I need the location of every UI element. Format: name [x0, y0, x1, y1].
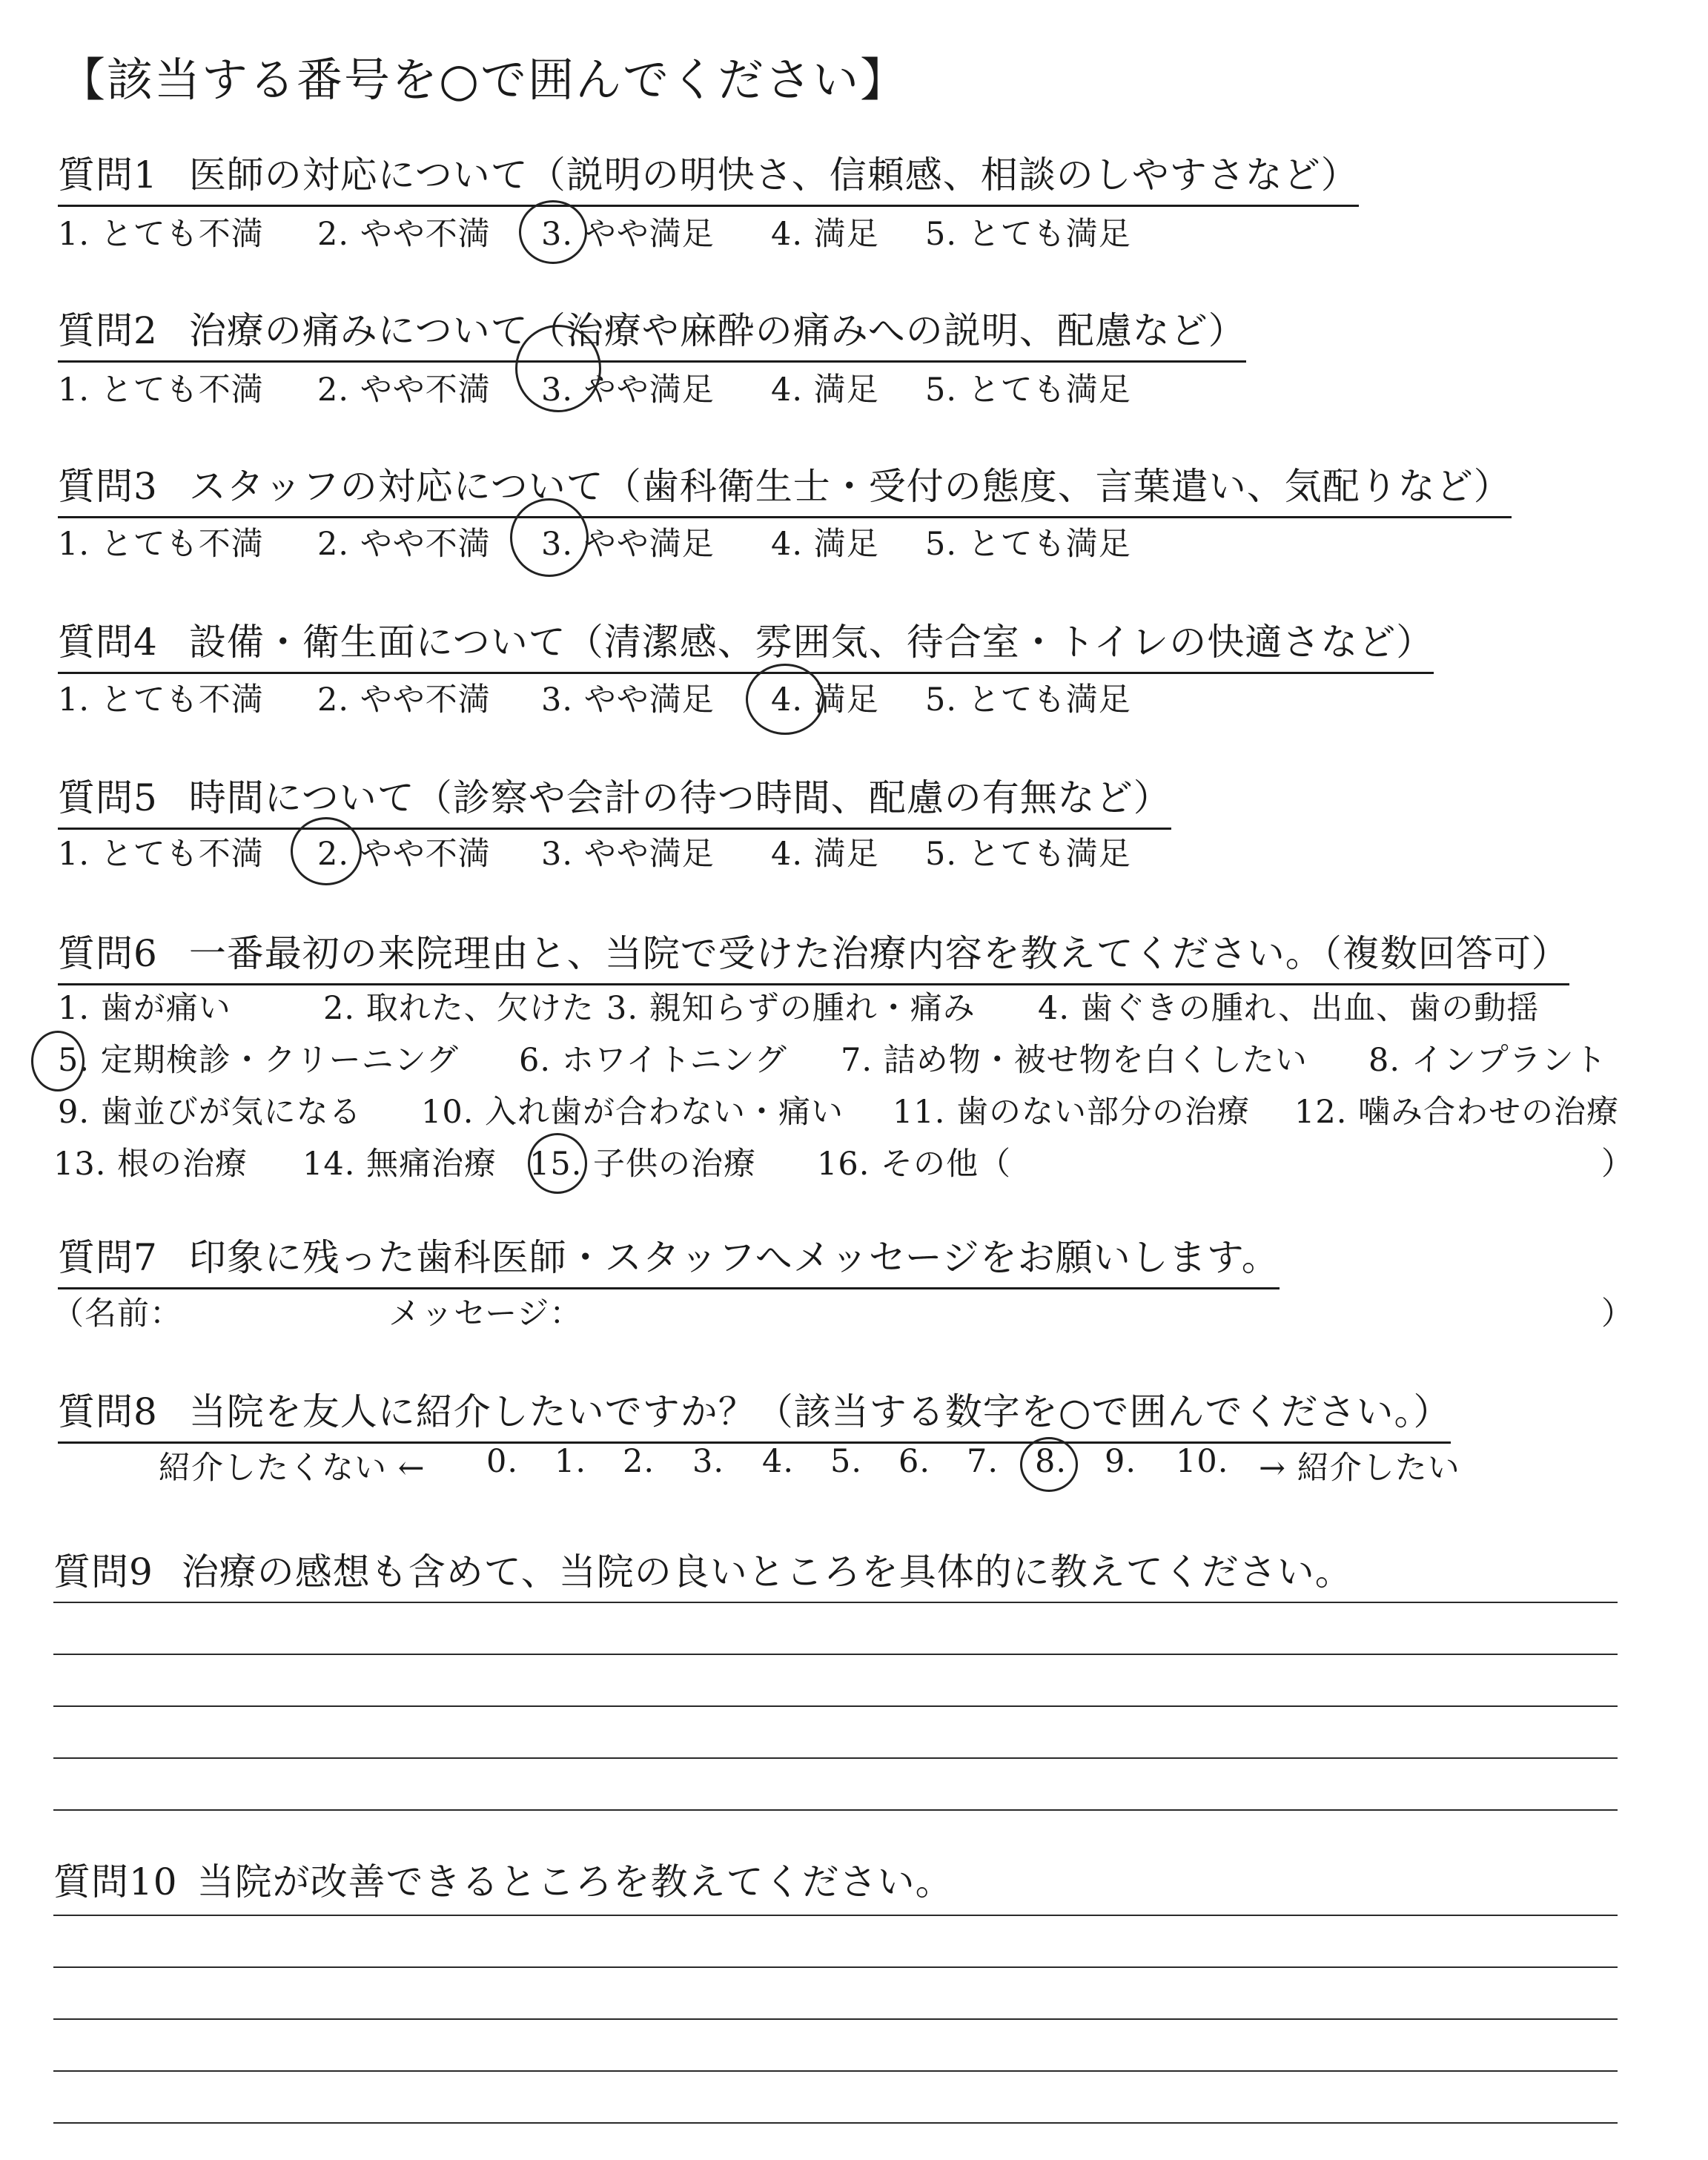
q3-option-2[interactable]: 2. やや不満	[317, 526, 491, 563]
q4-option-2[interactable]: 2. やや不満	[317, 681, 491, 719]
question-10-heading	[53, 1852, 953, 1906]
q8-number-6[interactable]: 6.	[898, 1443, 931, 1480]
question-5-text: 時間について（診察や会計の待つ時間、配慮の有無など）	[188, 776, 1171, 819]
q9-answer-line-5[interactable]	[53, 1809, 1618, 1811]
q3-option-4[interactable]: 4. 満足	[771, 526, 879, 563]
q8-selection-mark	[1020, 1437, 1078, 1492]
q6-option-5[interactable]: 5. 定期検診・クリーニング	[58, 1042, 459, 1079]
q8-number-10[interactable]: 10.	[1176, 1443, 1229, 1480]
question-10-text: 当院が改善できるところを教えてください。	[196, 1860, 953, 1903]
q9-answer-line-2[interactable]	[53, 1654, 1618, 1655]
q5-option-1[interactable]: 1. とても不満	[58, 836, 264, 873]
q5-option-3[interactable]: 3. やや満足	[541, 836, 715, 873]
q2-option-2[interactable]: 2. やや不満	[317, 371, 491, 409]
q4-selection-mark	[746, 664, 824, 735]
question-3-text: スタッフの対応について（歯科衛生士・受付の態度、言葉遣い、気配りなど）	[188, 465, 1512, 508]
q6-selection-mark-15	[528, 1133, 587, 1194]
q6-other-close-paren: ）	[1601, 1146, 1633, 1183]
question-3-heading	[58, 457, 1512, 518]
q6-option-14[interactable]: 14. 無痛治療	[302, 1146, 497, 1183]
q3-option-5[interactable]: 5. とても満足	[925, 526, 1131, 563]
question-7-text: 印象に残った歯科医師・スタッフへメッセージをお願いします。	[188, 1236, 1280, 1279]
q7-name-label: （名前：	[52, 1295, 182, 1332]
q8-number-8[interactable]: 8.	[1035, 1443, 1068, 1480]
q5-option-5[interactable]: 5. とても満足	[925, 836, 1131, 873]
question-4-heading	[58, 612, 1434, 674]
q8-number-4[interactable]: 4.	[762, 1443, 795, 1480]
page-title: 【該当する番号を○で囲んでください】	[59, 53, 908, 107]
q6-option-2[interactable]: 2. 取れた、欠けた	[323, 990, 595, 1027]
q3-option-3[interactable]: 3. やや満足	[541, 526, 715, 563]
q6-option-9[interactable]: 9. 歯並びが気になる	[58, 1094, 362, 1131]
q2-option-4[interactable]: 4. 満足	[771, 371, 879, 409]
question-1-label: 質問1	[58, 153, 158, 196]
q6-option-16[interactable]: 16. その他（	[817, 1146, 1012, 1183]
question-9-text: 治療の感想も含めて、当院の良いところを具体的に教えてください。	[181, 1550, 1353, 1593]
question-9-label: 質問9	[53, 1550, 153, 1593]
q9-answer-line-1[interactable]	[53, 1602, 1618, 1603]
q6-option-8[interactable]: 8. インプラント	[1368, 1042, 1607, 1079]
q8-number-0[interactable]: 0.	[486, 1443, 519, 1480]
q5-option-2[interactable]: 2. やや不満	[317, 836, 491, 873]
q6-option-3[interactable]: 3. 親知らずの腫れ・痛み	[606, 990, 976, 1027]
q4-option-1[interactable]: 1. とても不満	[58, 681, 264, 719]
question-1-text: 医師の対応について（説明の明快さ、信頼感、相談のしやすさなど）	[188, 153, 1359, 196]
q2-option-1[interactable]: 1. とても不満	[58, 371, 264, 409]
q6-option-12[interactable]: 12. 噛み合わせの治療	[1294, 1094, 1620, 1131]
q8-number-1[interactable]: 1.	[555, 1443, 587, 1480]
question-4-text: 設備・衛生面について（清潔感、雰囲気、待合室・トイレの快適さなど）	[188, 621, 1434, 664]
question-6-heading	[58, 924, 1569, 985]
q6-selection-mark-5	[31, 1031, 85, 1091]
q4-option-3[interactable]: 3. やや満足	[541, 681, 715, 719]
question-7-heading	[58, 1228, 1280, 1289]
q6-option-7[interactable]: 7. 詰め物・被せ物を白くしたい	[841, 1042, 1308, 1079]
q10-answer-line-1[interactable]	[53, 1915, 1618, 1916]
q1-selection-mark	[519, 200, 587, 264]
q6-option-15[interactable]: 15. 子供の治療	[529, 1146, 757, 1183]
q8-number-3[interactable]: 3.	[692, 1443, 725, 1480]
q3-option-1[interactable]: 1. とても不満	[58, 526, 264, 563]
q6-option-1[interactable]: 1. 歯が痛い	[58, 990, 231, 1027]
q7-close-paren: ）	[1601, 1295, 1633, 1332]
q6-option-11[interactable]: 11. 歯のない部分の治療	[893, 1094, 1251, 1131]
q6-option-4[interactable]: 4. 歯ぐきの腫れ、出血、歯の動揺	[1038, 990, 1540, 1027]
q10-answer-line-2[interactable]	[53, 1966, 1618, 1968]
question-5-heading	[58, 768, 1171, 830]
q9-answer-line-4[interactable]	[53, 1757, 1618, 1759]
q10-answer-line-3[interactable]	[53, 2018, 1618, 2020]
question-9-heading	[53, 1542, 1353, 1596]
q2-selection-mark	[515, 325, 601, 412]
q8-number-9[interactable]: 9.	[1105, 1443, 1137, 1480]
q10-answer-line-5[interactable]	[53, 2122, 1618, 2124]
question-8-text: 当院を友人に紹介したいですか？（該当する数字を○で囲んでください。）	[188, 1390, 1452, 1433]
q1-option-5[interactable]: 5. とても満足	[925, 216, 1131, 253]
q8-number-7[interactable]: 7.	[967, 1443, 999, 1480]
question-2-text: 治療の痛みについて（治療や麻酔の痛みへの説明、配慮など）	[188, 309, 1246, 352]
question-7-label: 質問7	[58, 1236, 158, 1279]
question-8-label: 質問8	[58, 1390, 158, 1433]
question-4-label: 質問4	[58, 621, 158, 664]
q5-selection-mark	[291, 817, 362, 885]
q4-option-5[interactable]: 5. とても満足	[925, 681, 1131, 719]
q1-option-2[interactable]: 2. やや不満	[317, 216, 491, 253]
question-6-text: 一番最初の来院理由と、当院で受けた治療内容を教えてください。（複数回答可）	[188, 932, 1569, 975]
q8-number-2[interactable]: 2.	[623, 1443, 655, 1480]
question-8-heading	[58, 1382, 1451, 1444]
q2-option-5[interactable]: 5. とても満足	[925, 371, 1131, 409]
q8-number-5[interactable]: 5.	[830, 1443, 863, 1480]
q9-answer-line-3[interactable]	[53, 1705, 1618, 1707]
q8-low-label: 紹介したくない ←	[159, 1450, 426, 1487]
q1-option-4[interactable]: 4. 満足	[771, 216, 879, 253]
q7-message-label: メッセージ：	[388, 1295, 583, 1332]
q8-high-label: → 紹介したい	[1259, 1450, 1460, 1487]
q2-option-3[interactable]: 3. やや満足	[541, 371, 715, 409]
question-10-label: 質問10	[53, 1860, 178, 1903]
q6-option-13[interactable]: 13. 根の治療	[53, 1146, 248, 1183]
q6-option-10[interactable]: 10. 入れ歯が合わない・痛い	[421, 1094, 844, 1131]
question-5-label: 質問5	[58, 776, 158, 819]
q1-option-1[interactable]: 1. とても不満	[58, 216, 264, 253]
q1-option-3[interactable]: 3. やや満足	[541, 216, 715, 253]
question-2-heading	[58, 301, 1246, 363]
q5-option-4[interactable]: 4. 満足	[771, 836, 879, 873]
q6-option-6[interactable]: 6. ホワイトニング	[519, 1042, 787, 1079]
question-6-label: 質問6	[58, 932, 158, 975]
q10-answer-line-4[interactable]	[53, 2070, 1618, 2072]
q3-selection-mark	[510, 498, 589, 577]
question-3-label: 質問3	[58, 465, 158, 508]
question-1-heading	[58, 145, 1359, 207]
q4-option-4[interactable]: 4. 満足	[771, 681, 879, 719]
question-2-label: 質問2	[58, 309, 158, 352]
